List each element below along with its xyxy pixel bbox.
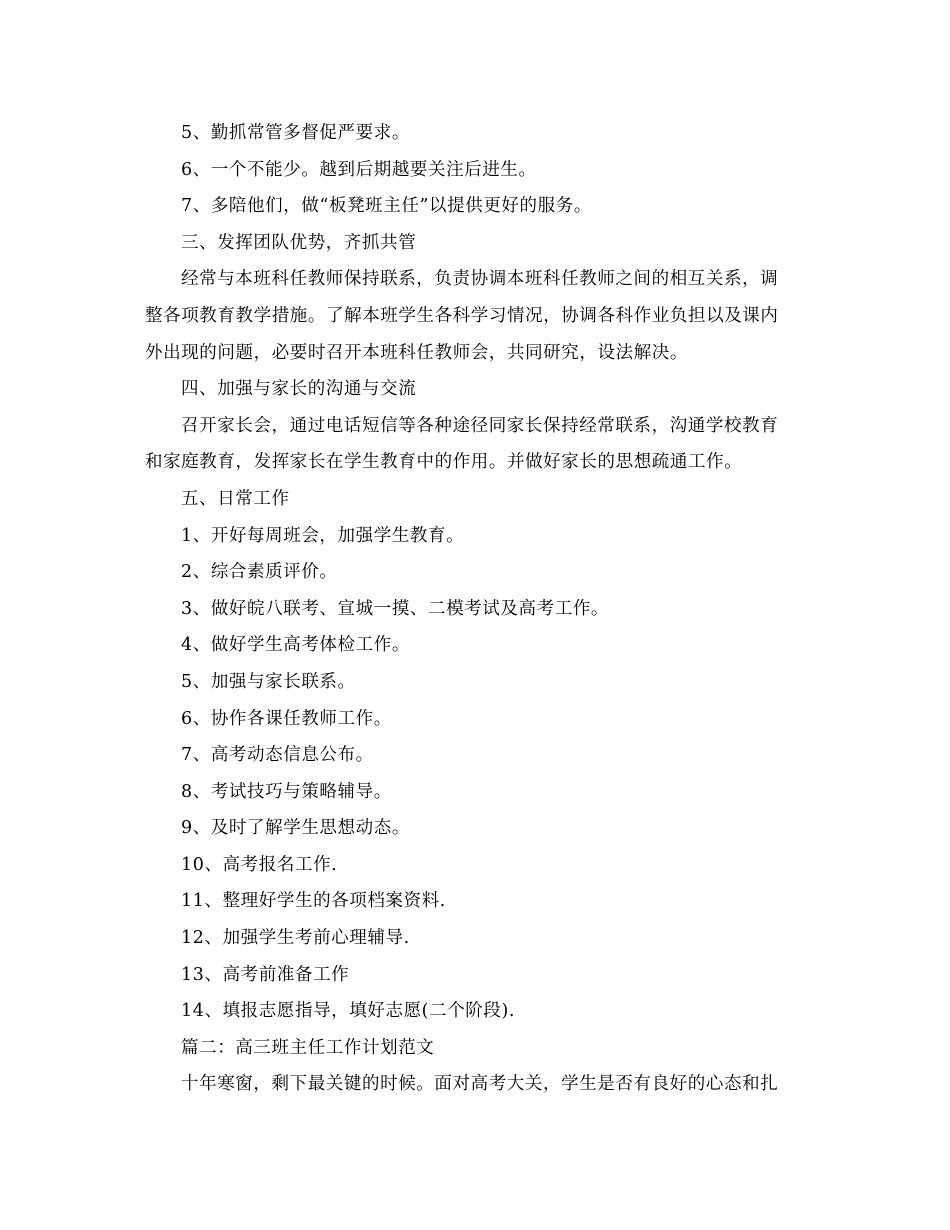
paragraph-article-2-line-1: 十年寒窗，剩下最关键的时候。面对高考大关，学生是否有良好的心态和扎	[181, 1074, 779, 1095]
list-item-daily-7: 7、高考动态信息公布。	[181, 745, 374, 766]
list-item-daily-14: 14、填报志愿指导，填好志愿(二个阶段).	[181, 1001, 516, 1022]
list-item-daily-6: 6、协作各课任教师工作。	[181, 708, 392, 729]
list-item-daily-12: 12、加强学生考前心理辅导.	[181, 928, 410, 949]
document-body	[145, 115, 805, 1103]
list-item-daily-10: 10、高考报名工作.	[181, 854, 338, 875]
section-heading-4: 四、加强与家长的沟通与交流	[181, 379, 417, 400]
list-item-daily-2: 2、综合素质评价。	[181, 562, 338, 583]
section-heading-5: 五、日常工作	[181, 488, 290, 509]
list-item-daily-3: 3、做好皖八联考、宣城一摸、二模考试及高考工作。	[181, 598, 610, 619]
list-item-5-diligent-management: 5、勤抓常管多督促严要求。	[181, 123, 410, 143]
list-item-daily-8: 8、考试技巧与策略辅导。	[181, 781, 392, 802]
paragraph-teamwork-line-3: 外出现的问题，必要时召开本班科任教师会，共同研究，设法解决。	[145, 342, 688, 363]
list-item-daily-9: 9、及时了解学生思想动态。	[181, 818, 410, 839]
list-item-7-accompany-students: 7、多陪他们，做“板凳班主任”以提供更好的服务。	[181, 196, 592, 217]
paragraph-parents-line-1: 召开家长会，通过电话短信等各种途径同家长保持经常联系，沟通学校教育	[181, 415, 779, 436]
article-2-title: 篇二：高三班主任工作计划范文	[181, 1037, 435, 1058]
list-item-daily-13: 13、高考前准备工作	[181, 964, 350, 985]
paragraph-teamwork-line-1: 经常与本班科任教师保持联系，负责协调本班科任教师之间的相互关系，调	[181, 269, 779, 290]
list-item-daily-4: 4、做好学生高考体检工作。	[181, 635, 410, 656]
list-item-6-none-left-behind: 6、一个不能少。越到后期越要关注后进生。	[181, 159, 537, 180]
paragraph-teamwork-line-2: 整各项教育教学措施。了解本班学生各科学习情况，协调各科作业负担以及课内	[145, 305, 779, 326]
list-item-daily-1: 1、开好每周班会，加强学生教育。	[181, 525, 465, 546]
section-heading-3: 三、发挥团队优势，齐抓共管	[181, 232, 417, 253]
list-item-daily-5: 5、加强与家长联系。	[181, 671, 356, 692]
list-item-daily-11: 11、整理好学生的各项档案资料.	[181, 891, 446, 912]
paragraph-parents-line-2: 和家庭教育，发挥家长在学生教育中的作用。并做好家长的思想疏通工作。	[145, 452, 743, 473]
